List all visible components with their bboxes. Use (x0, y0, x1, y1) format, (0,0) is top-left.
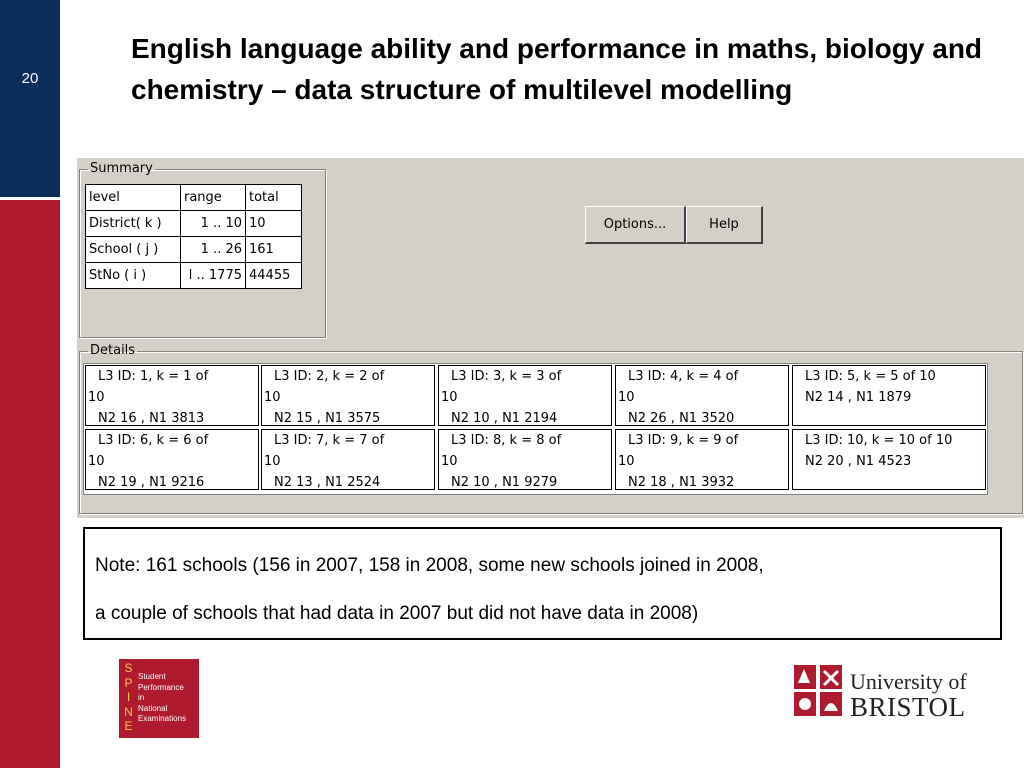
detail-line: N2 20 , N1 4523 (805, 454, 912, 469)
bristol-logo-line-1: University of (850, 669, 967, 694)
row-total: 10 (246, 211, 302, 237)
row-total: 161 (246, 237, 302, 263)
slide-number: 20 (21, 70, 39, 87)
spine-expansion (138, 672, 186, 725)
table-row (86, 211, 302, 237)
detail-line: L3 ID: 4, k = 4 of (628, 369, 739, 384)
spine-text-line: Examinations (138, 714, 187, 723)
note-box (83, 527, 1002, 640)
row-level: StNo ( i ) (86, 263, 181, 289)
detail-line: 10 (88, 454, 105, 469)
summary-header-row (86, 185, 302, 211)
spine-letter: S (124, 661, 133, 675)
detail-line: L3 ID: 9, k = 9 of (628, 433, 739, 448)
detail-line: N2 19 , N1 9216 (98, 475, 205, 490)
header-total: total (246, 185, 302, 211)
summary-legend: Summary (90, 161, 153, 176)
spine-acronym (121, 661, 136, 734)
details-grid (83, 363, 988, 495)
detail-line: 10 (618, 390, 635, 405)
slide-title: English language ability and performance in maths, biology and chemistry – data structure of multilevel modelling (131, 33, 983, 105)
table-row (86, 263, 302, 289)
detail-cell-3[interactable] (438, 365, 612, 426)
detail-line: 10 (264, 454, 281, 469)
summary-table (85, 184, 302, 289)
bristol-logo-line-2: BRISTOL (850, 692, 966, 722)
bristol-crest-icon (792, 663, 844, 718)
detail-cell-1[interactable] (85, 365, 259, 426)
header-level: level (86, 185, 181, 211)
detail-line: L3 ID: 7, k = 7 of (274, 433, 385, 448)
note-line-1: Note: 161 schools (156 in 2007, 158 in 2008, some new schools joined in 2008, (95, 555, 764, 576)
table-row (86, 237, 302, 263)
detail-cell-10[interactable] (792, 429, 986, 490)
details-legend: Details (90, 343, 136, 358)
note-line-2: a couple of schools that had data in 2007 but did not have data in 2008) (95, 603, 699, 624)
sidebar-bottom-band (0, 200, 60, 768)
detail-line: L3 ID: 1, k = 1 of (98, 369, 209, 384)
detail-line: 10 (441, 390, 458, 405)
detail-line: L3 ID: 3, k = 3 of (451, 369, 562, 384)
detail-line: 10 (264, 390, 281, 405)
spine-text-line: National (138, 703, 168, 713)
row-range: 1 .. 10 (181, 211, 246, 237)
detail-line: 10 (88, 390, 105, 405)
help-button[interactable]: Help (686, 206, 763, 244)
spine-letter: P (124, 675, 133, 690)
detail-line: 10 (441, 454, 458, 469)
sidebar-top-band (0, 0, 60, 197)
detail-line: N2 14 , N1 1879 (805, 390, 912, 405)
options-button[interactable]: Options... (585, 206, 686, 244)
detail-line: L3 ID: 6, k = 6 of (98, 433, 209, 448)
row-range: l .. 1775 (181, 263, 246, 289)
detail-cell-9[interactable] (615, 429, 789, 490)
detail-cell-8[interactable] (438, 429, 612, 490)
university-of-bristol-logo (792, 663, 982, 723)
spine-letter: I (126, 690, 131, 705)
detail-cell-7[interactable] (261, 429, 435, 490)
row-level: District( k ) (86, 211, 181, 237)
spine-logo (119, 659, 199, 738)
detail-line: L3 ID: 10, k = 10 of 10 (805, 433, 953, 448)
data-structure-window (77, 158, 1024, 518)
row-range: 1 .. 26 (181, 237, 246, 263)
detail-line: N2 26 , N1 3520 (628, 411, 735, 426)
detail-line: L3 ID: 8, k = 8 of (451, 433, 562, 448)
row-total: 44455 (246, 263, 302, 289)
detail-line: L3 ID: 2, k = 2 of (274, 369, 385, 384)
spine-text-line: Student (138, 672, 166, 681)
detail-cell-2[interactable] (261, 365, 435, 426)
spine-letter: N (124, 704, 133, 719)
detail-line: N2 10 , N1 9279 (451, 475, 558, 490)
detail-cell-4[interactable] (615, 365, 789, 426)
detail-line: N2 15 , N1 3575 (274, 411, 381, 426)
detail-cell-6[interactable] (85, 429, 259, 490)
detail-line: N2 10 , N1 2194 (451, 411, 558, 426)
detail-line: N2 18 , N1 3932 (628, 475, 735, 490)
row-level: School ( j ) (86, 237, 181, 263)
detail-line: N2 16 , N1 3813 (98, 411, 205, 426)
detail-line: L3 ID: 5, k = 5 of 10 (805, 369, 936, 384)
spine-letter: E (124, 719, 133, 734)
detail-cell-5[interactable] (792, 365, 986, 426)
header-range: range (181, 185, 246, 211)
spine-text-line: in (138, 693, 145, 702)
spine-text-line: Performance (138, 682, 184, 692)
detail-line: N2 13 , N1 2524 (274, 475, 381, 490)
detail-line: 10 (618, 454, 635, 469)
